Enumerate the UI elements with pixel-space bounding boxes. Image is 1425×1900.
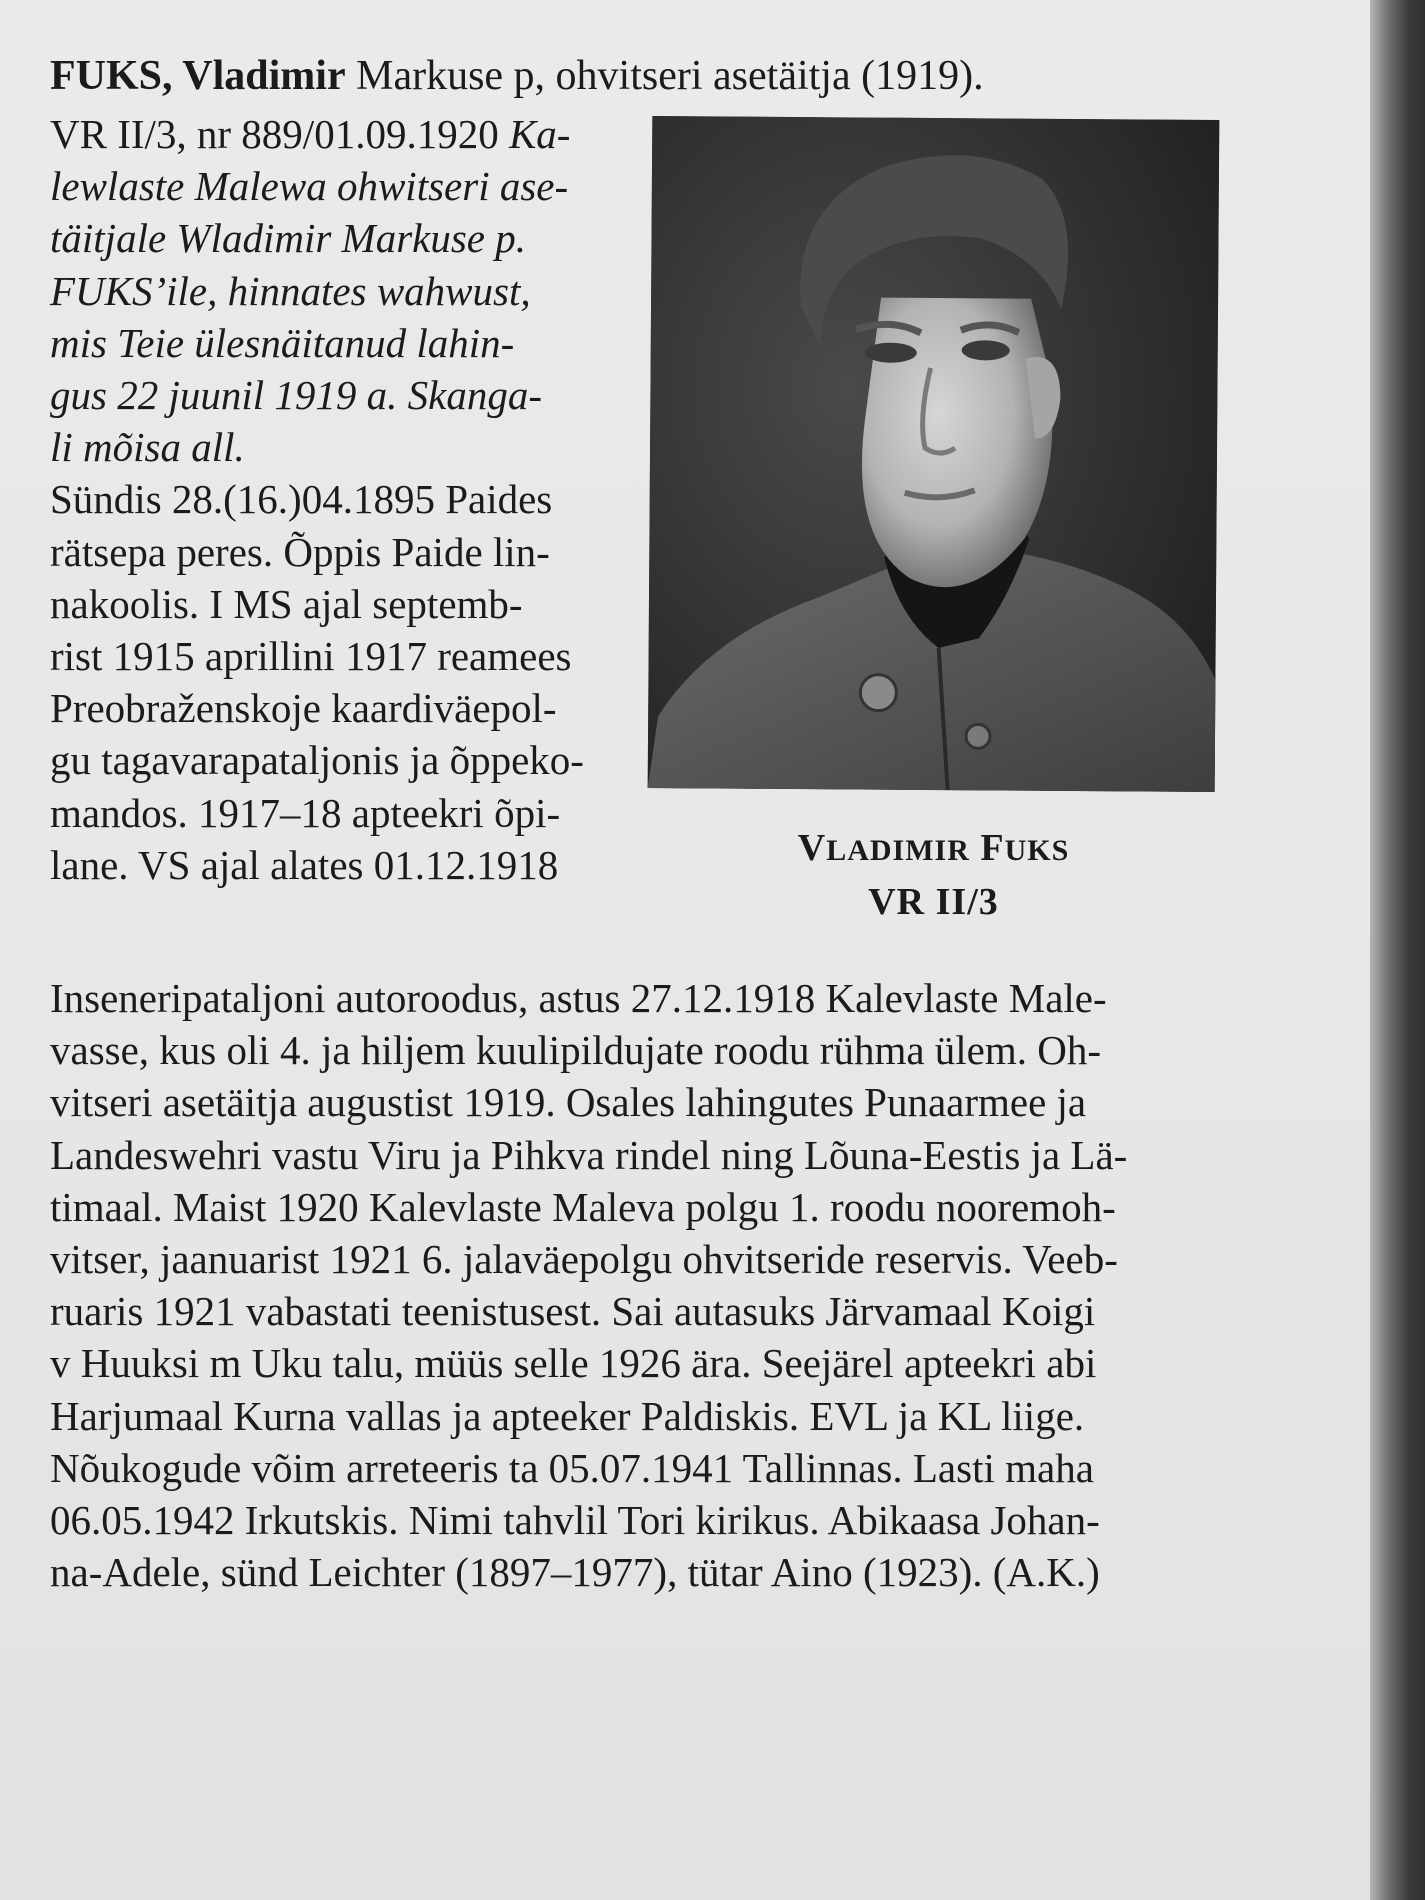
narrow-text-line: mandos. 1917–18 apteekri õpi- <box>50 789 561 836</box>
narrow-text-line: lewlaste Malewa ohwitseri ase- <box>50 163 569 210</box>
narrow-text-line: nakoolis. I MS ajal septemb- <box>50 580 523 627</box>
book-spine <box>1370 0 1425 1900</box>
narrow-text-line: li mõisa all. <box>50 424 245 471</box>
narrow-text-line: täitjale Wladimir Markuse p. <box>50 215 527 262</box>
entry-rank: Markuse p, ohvitseri asetäitja (1919). <box>345 53 984 99</box>
full-text-line: timaal. Maist 1920 Kalevlaste Maleva polgu 1. roodu nooremoh- <box>50 1183 1116 1230</box>
full-text-line: 06.05.1942 Irkutskis. Nimi tahvlil Tori kirikus. Abikaasa Johan- <box>50 1497 1100 1543</box>
full-text-line: Nõukogude võim arreteeris ta 05.07.1941 Tallinnas. Lasti maha <box>50 1444 1094 1491</box>
narrow-text-line: gus 22 juunil 1919 a. Skanga- <box>50 372 542 418</box>
full-text-line: ruaris 1921 vabastati teenistusest. Sai autasuks Järvamaal Koigi <box>50 1288 1096 1335</box>
narrow-text-line: gu tagavarapataljonis ja õppeko- <box>50 737 584 784</box>
narrow-text-line: lane. VS ajal alates 01.12.1918 <box>50 841 559 888</box>
full-text-line: v Huuksi m Uku talu, müüs selle 1926 ära. Seejärel apteekri abi <box>50 1340 1097 1387</box>
narrow-text-line: FUKS’ile, hinnates wahwust, <box>50 267 531 314</box>
portrait-photo <box>648 116 1220 792</box>
narrow-text-line: Sündis 28.(16.)04.1895 Paides <box>50 476 553 523</box>
full-text-line: vitser, jaanuarist 1921 6. jalaväepolgu ohvitseride reservis. Veeb- <box>50 1236 1118 1282</box>
portrait-image <box>648 116 1220 792</box>
entry-name: FUKS, Vladimir <box>50 53 346 99</box>
full-text-line: vitseri asetäitja augustist 1919. Osales lahingutes Punaarmee ja <box>50 1079 1087 1126</box>
full-text-line: vasse, kus oli 4. ja hiljem kuulipildujate roodu rühma ülem. Oh- <box>50 1027 1102 1074</box>
entry-heading <box>50 50 984 106</box>
narrow-text-line: VR II/3, nr 889/01.09.1920 Ka- <box>50 111 571 157</box>
full-text-line: Inseneripataljoni autoroodus, astus 27.12.1918 Kalevlaste Male- <box>50 975 1107 1021</box>
full-text-line: Harjumaal Kurna vallas ja apteeker Paldiskis. EVL ja KL liige. <box>50 1392 1085 1439</box>
narrow-text-line: rätsepa peres. Õppis Paide lin- <box>50 528 550 575</box>
narrow-text-line: Preobraženskoje kaardiväepol- <box>50 685 557 732</box>
narrow-text-line: mis Teie ülesnäitanud lahin- <box>50 319 515 366</box>
photo-caption-name: VLADIMIR FUKS <box>797 827 1070 869</box>
full-text-line: Landeswehri vastu Viru ja Pihkva rindel ning Lõuna-Eestis ja Lä- <box>50 1131 1128 1178</box>
narrow-text-line: rist 1915 aprillini 1917 reamees <box>50 633 572 679</box>
full-text-line: na-Adele, sünd Leichter (1897–1977), tütar Aino (1923). (A.K.) <box>50 1549 1100 1596</box>
photo-caption-award: VR II/3 <box>868 881 999 923</box>
